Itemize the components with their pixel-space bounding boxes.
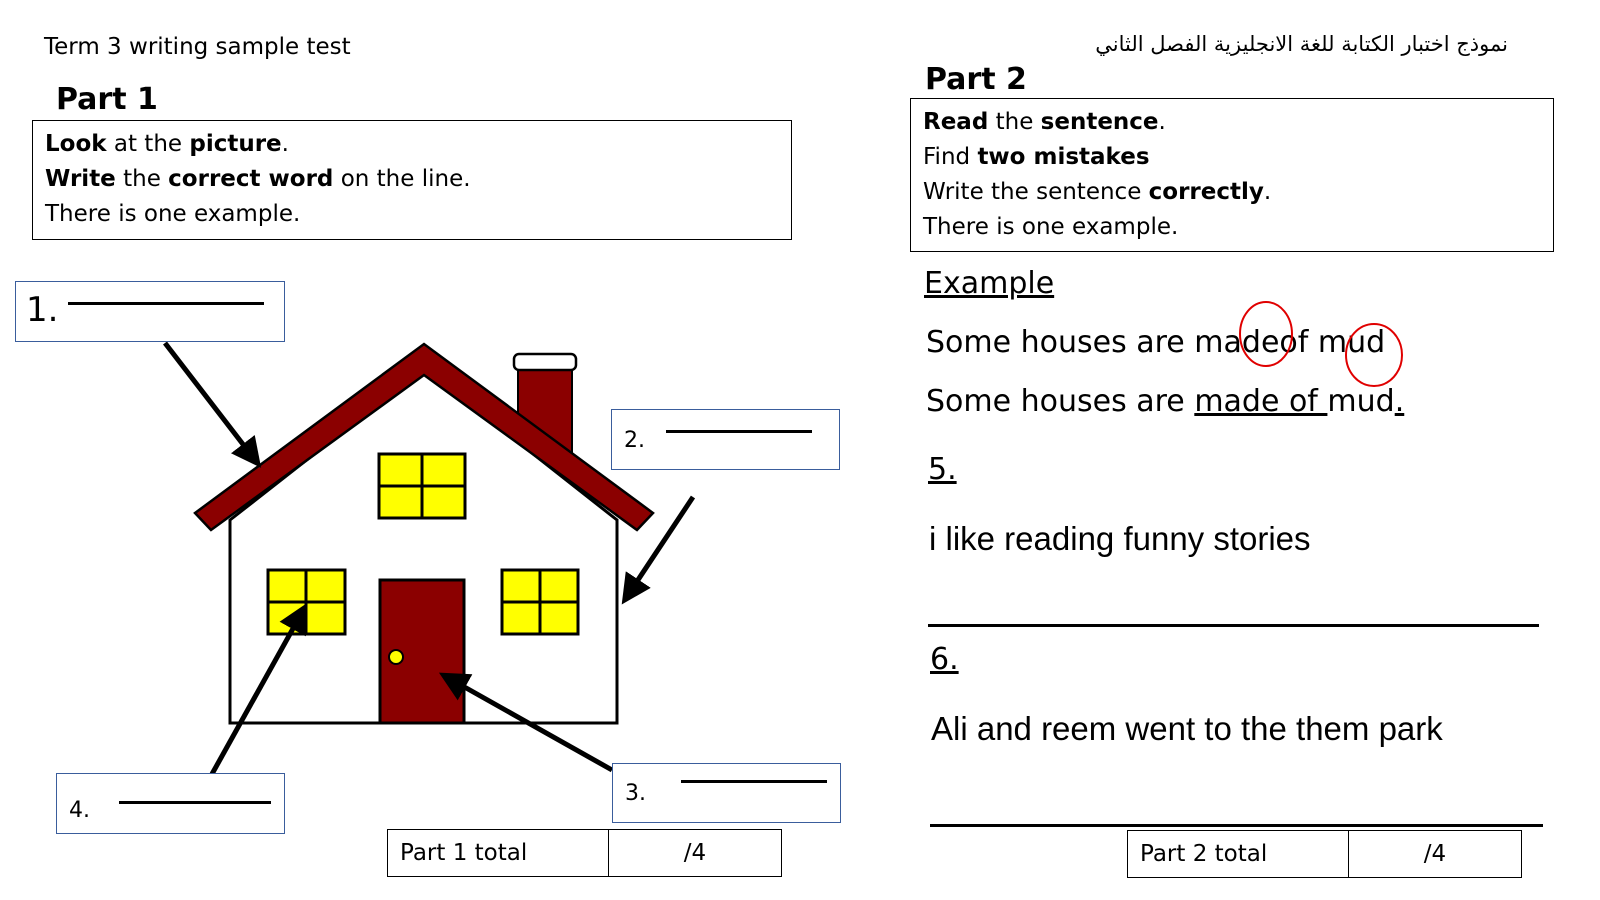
window-top [379,454,465,518]
example-correct-sentence: Some houses are made of mud. [926,384,1405,419]
question-5-sentence: i like reading funny stories [929,520,1311,557]
part1-title: Part 1 [56,82,158,117]
instruction-line: Write the sentence correctly. [923,179,1272,205]
instruction-line: Write the correct word on the line. [45,166,471,192]
example-wrong-sentence: Some houses are madeof mud [926,325,1386,360]
label-box-4[interactable] [56,773,285,834]
mistake-circle [1346,324,1402,386]
arrow-to-roof [165,343,252,456]
mistake-circles [1230,296,1410,392]
part1-total-value: /4 [609,830,782,877]
label-number: 1. [26,290,59,330]
question-5-answer-line[interactable] [928,624,1539,627]
answer-blank[interactable] [68,302,264,305]
question-6-sentence: Ali and reem went to the them park [931,710,1443,747]
window-left [268,570,345,634]
instruction-line: Look at the picture. [45,131,289,157]
part2-instructions [910,98,1554,252]
mistake-circle [1240,302,1292,366]
header-left-title: Term 3 writing sample test [44,34,351,60]
chimney-cap [514,354,576,370]
door-knob [389,650,403,664]
label-box-2[interactable] [611,409,840,470]
part2-total-value: /4 [1349,831,1522,878]
question-6-number: 6. [930,642,959,677]
label-number: 3. [625,781,646,806]
answer-blank[interactable] [681,780,827,783]
label-box-3[interactable] [612,763,841,823]
part2-total-table [1127,830,1522,878]
label-number: 4. [69,798,90,823]
question-6-answer-line[interactable] [930,824,1543,827]
question-5-number: 5. [928,452,957,487]
instruction-line: There is one example. [45,201,301,227]
example-heading: Example [924,266,1055,301]
part1-total-table [387,829,782,877]
header-arabic-title: نموذج اختبار الكتابة للغة الانجليزية الفصل الثاني [1095,32,1508,56]
part1-total-label: Part 1 total [388,830,609,877]
part2-total-label: Part 2 total [1128,831,1349,878]
instruction-line: Read the sentence. [923,109,1166,135]
answer-blank[interactable] [119,801,271,804]
part2-title: Part 2 [925,62,1027,97]
window-right [502,570,578,634]
answer-blank[interactable] [666,430,812,433]
instruction-line: Find two mistakes [923,144,1150,170]
label-box-1[interactable] [15,281,285,342]
instruction-line: There is one example. [923,214,1179,240]
label-number: 2. [624,428,645,453]
